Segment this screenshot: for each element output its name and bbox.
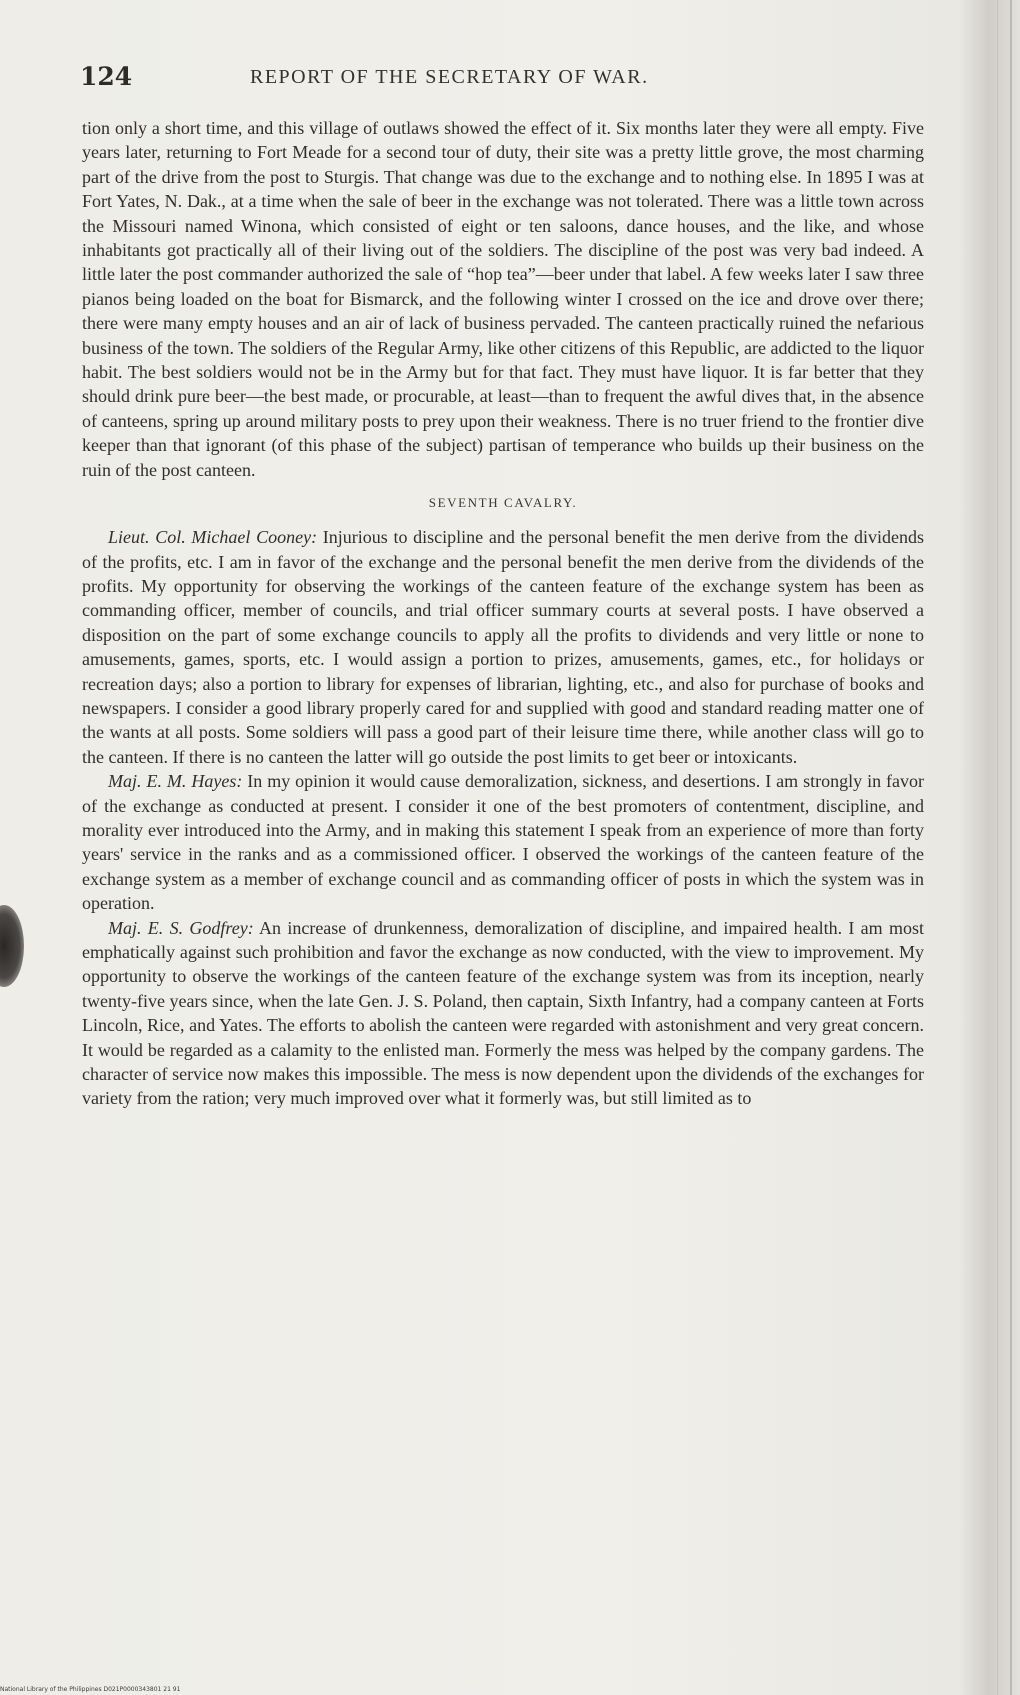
- running-head: REPORT OF THE SECRETARY OF WAR.: [250, 66, 649, 88]
- intro-paragraph: tion only a short time, and this village of outlaws showed the effect of it. Six months later they were all empty. Five years later, returning to Fort Meade for a second tour of duty, their site was a pretty little grove, the most charming part of the drive from the post to Sturgis. That change was due to the exchange and to nothing else. In 1895 I was at Fort Yates, N. Dak., at a time when the sale of beer in the exchange was not tolerated. There was a little town across the Missouri named Winona, which consisted of eight or ten saloons, dance houses, and the like, and whose inhabitants got practically all of their living out of the soldiers. The discipline of the post was very bad indeed. A little later the post commander authorized the sale of “hop tea”—beer under that label. A few weeks later I saw three pianos being loaded on the boat for Bismarck, and the following winter I crossed on the ice and drove over there; there were many empty houses and an air of lack of business pervaded. The canteen practically ruined the nefarious business of the town. The soldiers of the Regular Army, like other citizens of this Republic, are addicted to the liquor habit. The best soldiers would not be in the Army but for that fact. They must have liquor. It is far better that they should drink pure beer—the best made, or procurable, at least—than to frequent the awful dives that, in the absence of canteens, spring up around military posts to prey upon their weakness. There is no truer friend to the frontier dive keeper than that ignorant (of this phase of the subject) partisan of temperance who builds up their business on the ruin of the post canteen.: [82, 118, 924, 480]
- hayes-paragraph: [82, 769, 924, 915]
- page-fold-edge-inner: [997, 0, 998, 1695]
- body-text: [82, 116, 924, 1111]
- speaker-name: Maj. E. S. Godfrey:: [108, 917, 254, 938]
- page-number: 124: [80, 62, 133, 91]
- cooney-paragraph: [82, 525, 924, 769]
- testimony-text: Injurious to discipline and the personal benefit the men derive from the dividends of the profits, etc. I am in favor of the exchange and the personal benefit the men derive from the dividends of the profits. My opportunity for observing the workings of the canteen feature of the exchange system has been as commanding officer, member of councils, and trial officer summary courts at several posts. I have observed a disposition on the part of some exchange councils to apply all the profits to dividends and very little or none to amusements, games, sports, etc. I would assign a portion to prizes, amusements, games, etc., for holidays or recreation days; also a portion to library for expenses of librarian, lighting, etc., and also for purchase of books and newspapers. I consider a good library properly cared for and supplied with good and standard reading matter one of the wants at all posts. Some soldiers will pass a good part of their leisure time there, while another class will go to the canteen. If there is no canteen the latter will go outside the post limits to get beer or intoxicants.: [82, 527, 924, 767]
- scan-footer: National Library of the Philippines D021P0000343801 21 91: [0, 1686, 181, 1693]
- testimony-text: An increase of drunkenness, demoralization of discipline, and impaired health. I am most emphatically against such prohibition and favor the exchange as now conducted, with the view to improvement. My opportunity to observe the workings of the canteen feature of the exchange system was from its inception, nearly twenty-five years since, when the late Gen. J. S. Poland, then captain, Sixth Infantry, had a company canteen at Forts Lincoln, Rice, and Yates. The efforts to abolish the canteen were regarded with astonishment and very great concern. It would be regarded as a calamity to the enlisted man. Formerly the mess was helped by the company gardens. The character of service now makes this impossible. The mess is now dependent upon the dividends of the exchanges for variety from the ration; very much improved over what it formerly was, but still limited as to: [82, 917, 924, 1109]
- speaker-name: Maj. E. M. Hayes:: [108, 771, 243, 792]
- speaker-name: Lieut. Col. Michael Cooney:: [108, 527, 318, 548]
- thumb-shadow: [0, 905, 24, 987]
- testimony-text: In my opinion it would cause demoralization, sickness, and desertions. I am strongly in favor of the exchange as conducted at present. I consider it one of the best promoters of contentment, discipline, and morality ever introduced into the Army, and in making this statement I speak from an experience of more than forty years' service in the ranks and as a commissioned officer. I observed the workings of the canteen feature of the exchange system as a member of exchange council and as commanding officer of posts in which the system was in operation.: [82, 771, 924, 914]
- godfrey-paragraph: [82, 916, 924, 1111]
- page-header: [80, 60, 920, 100]
- page-fold-edge: [1010, 0, 1012, 1695]
- section-title: SEVENTH CAVALRY.: [428, 495, 578, 511]
